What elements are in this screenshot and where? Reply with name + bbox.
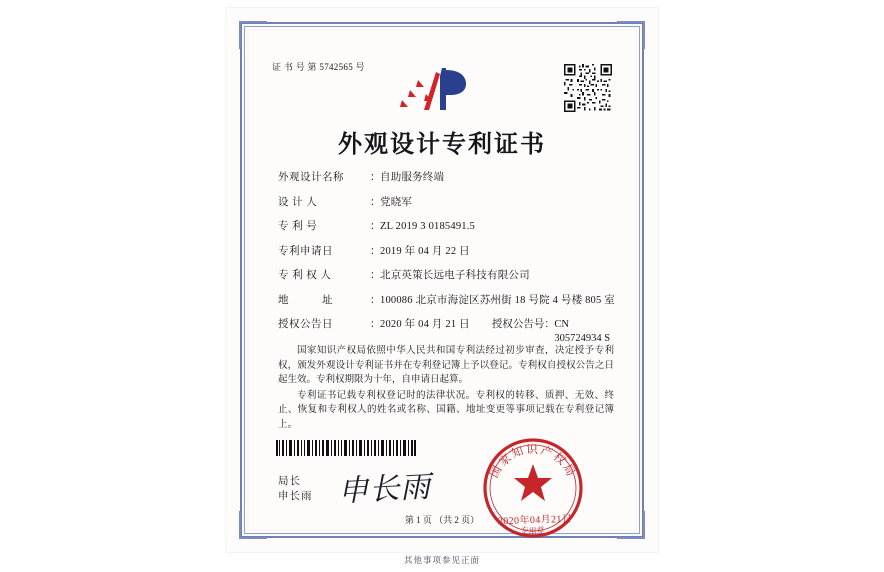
field-row-patent-number (278, 220, 618, 234)
field-label: 专 利 号 (278, 221, 318, 232)
field-row-designer (278, 196, 618, 210)
field-label-secondary: 授权公告号 (491, 319, 545, 330)
field-value: 北京英策长远电子科技有限公司 (380, 270, 530, 281)
field-label: 地 址 (278, 294, 333, 306)
field-colon: ： (370, 245, 381, 257)
page-indicator: 第 1 页 （共 2 页） (404, 515, 480, 525)
field-label: 专 利 权 人 (278, 270, 332, 281)
field-label: 专利申请日 (278, 245, 333, 257)
field-colon: ： (370, 294, 381, 306)
corner-ornament-top-right (617, 21, 645, 49)
field-colon: ： (370, 221, 381, 232)
paragraph-registry-statement: 专利证书记载专利权登记时的法律状况。专利权的转移、质押、无效、终止、恢复和专利权人的姓名或名称、国籍、地址变更等事项记载在专利登记簿上。 (278, 390, 614, 430)
field-row-design-name (278, 171, 618, 185)
field-colon: ： (370, 270, 381, 281)
field-value: 自助服务终端 (380, 172, 445, 183)
signature-title: 局长 (278, 476, 301, 487)
field-row-address (278, 294, 618, 308)
field-label: 设 计 人 (278, 196, 318, 208)
footer-note: 其他事项参见正面 (403, 555, 480, 565)
field-value: 党晓军 (380, 196, 413, 208)
seal-date: 2020年04月21日 (497, 513, 573, 528)
field-label: 授权公告日 (278, 319, 333, 330)
field-colon: ： (370, 319, 381, 330)
field-row-patentee (278, 269, 618, 283)
certificate-number: 证 书 号 第 5742565 号 (272, 62, 365, 72)
body-text (278, 344, 614, 433)
field-list (278, 171, 618, 357)
page-title: 外观设计专利证书 (338, 129, 546, 158)
field-value: 2020 年 04 月 21 日 (380, 319, 470, 330)
svg-text:国家知识产权局: 国家知识产权局 (486, 442, 580, 481)
qr-code-icon (564, 64, 612, 112)
field-row-application-date (278, 245, 618, 259)
field-label: 外观设计名称 (278, 172, 344, 183)
field-value: 2019 年 04 月 22 日 (380, 245, 470, 257)
state-ip-office-logo-icon (396, 64, 488, 114)
signature-block (278, 474, 313, 504)
field-colon: ： (370, 172, 381, 183)
corner-ornament-top-left (239, 21, 267, 49)
field-colon: ： (544, 319, 555, 330)
barcode-icon (276, 440, 416, 456)
handwritten-signature: 申长雨 (337, 469, 433, 510)
certificate-sheet (226, 8, 658, 552)
field-colon: ： (370, 196, 381, 208)
field-row-grant-announcement (278, 318, 618, 346)
field-value: ZL 2019 3 0185491.5 (380, 221, 475, 232)
field-value-secondary: CN 305724934 S (554, 319, 611, 344)
signature-name: 申长雨 (278, 491, 313, 502)
field-value: 100086 北京市海淀区苏州街 18 号院 4 号楼 805 室 (380, 294, 615, 306)
svg-text:专用章: 专用章 (519, 524, 547, 536)
paragraph-grant-statement: 国家知识产权局依照中华人民共和国专利法经过初步审查，决定授予专利权，颁发外观设计专利证书并在专利登记簿上予以登记。专利权自授权公告之日起生效。专利权期限为十年，自申请日起算。 (278, 346, 614, 385)
